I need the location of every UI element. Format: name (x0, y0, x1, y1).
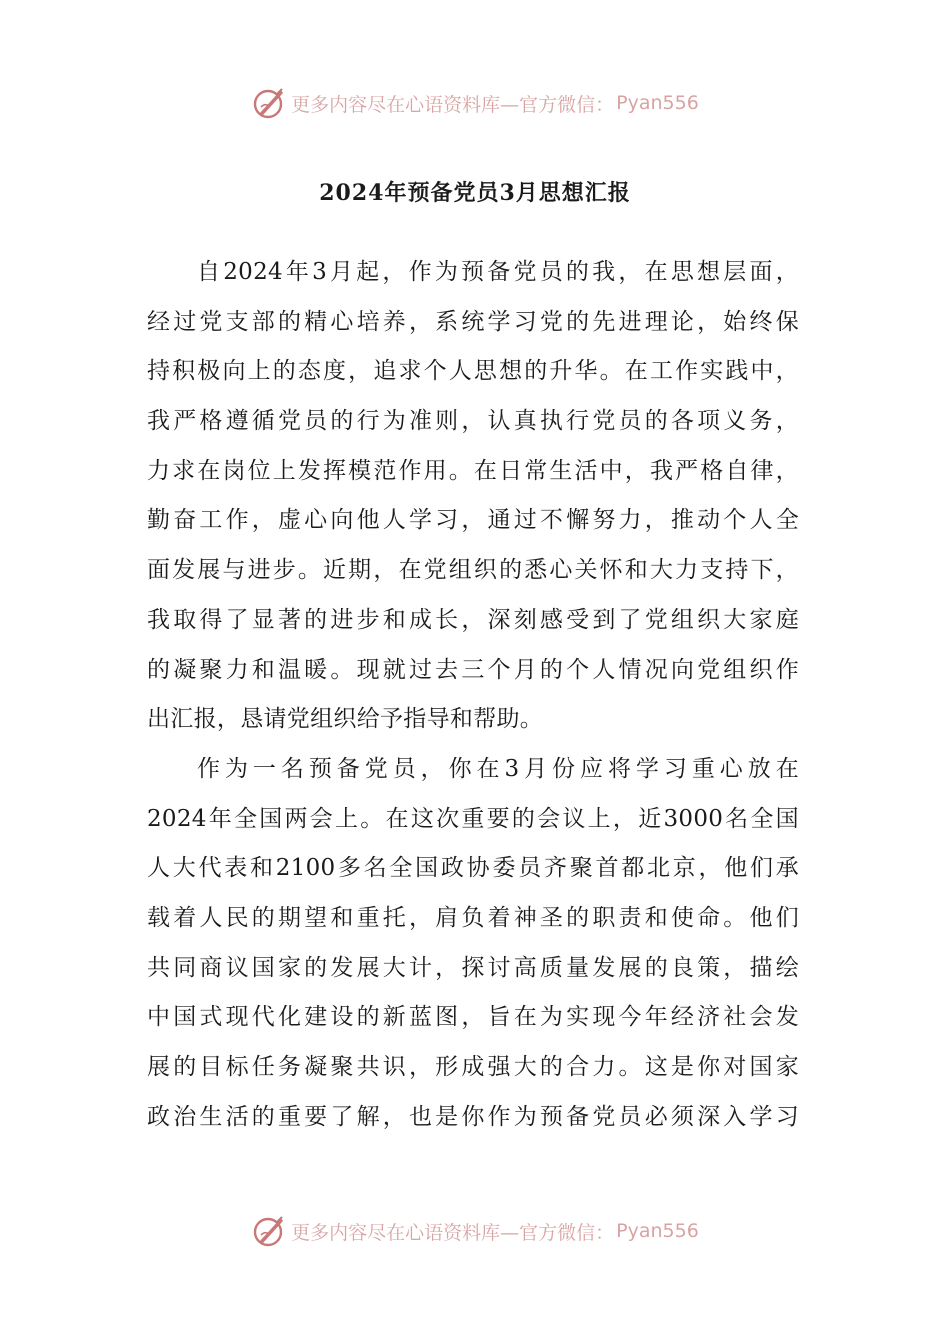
body-line: 出汇报，恳请党组织给予指导和帮助。 (147, 706, 544, 733)
body-line: 政治生活的重要了解，也是你作为预备党员必须深入学习 (147, 1103, 799, 1130)
header-watermark (0, 83, 950, 123)
body-line: 我严格遵循党员的行为准则，认真执行党员的各项义务， (147, 408, 799, 435)
watermark-text: 更多内容尽在心语资料库—官方微信： (291, 1221, 615, 1244)
body-line: 勤奋工作，虚心向他人学习，通过不懈努力，推动个人全 (147, 507, 799, 534)
body-line: 我取得了显著的进步和成长，深刻感受到了党组织大家庭 (147, 606, 799, 633)
body-line: 面发展与进步。近期，在党组织的悉心关怀和大力支持下， (147, 557, 799, 584)
body-line: 共同商议国家的发展大计，探讨高质量发展的良策，描绘 (147, 954, 799, 981)
watermark-wechat-id: Pyan556 (616, 92, 699, 114)
body-line: 人大代表和2100多名全国政协委员齐聚首都北京，他们承 (147, 855, 799, 882)
body-line: 的凝聚力和温暖。现就过去三个月的个人情况向党组织作 (147, 656, 799, 683)
body-line: 自2024年3月起，作为预备党员的我，在思想层面， (197, 259, 799, 285)
body-line: 展的目标任务凝聚共识，形成强大的合力。这是你对国家 (147, 1054, 799, 1080)
watermark-text: 更多内容尽在心语资料库—官方微信： (291, 93, 615, 116)
body-line: 中国式现代化建设的新蓝图，旨在为实现今年经济社会发 (147, 1004, 799, 1031)
document-body (147, 248, 799, 1142)
body-line: 持积极向上的态度，追求个人思想的升华。在工作实践中， (147, 358, 799, 385)
body-line: 经过党支部的精心培养，系统学习党的先进理论，始终保 (147, 308, 799, 335)
body-line: 力求在岗位上发挥模范作用。在日常生活中，我严格自律， (147, 457, 799, 484)
quill-logo-icon (251, 1213, 287, 1249)
document-title: 2024年预备党员3月思想汇报 (319, 180, 631, 206)
quill-logo-icon (251, 85, 287, 121)
watermark-wechat-id: Pyan556 (616, 1220, 699, 1242)
body-line: 作为一名预备党员，你在3月份应将学习重心放在 (197, 755, 799, 782)
footer-watermark (0, 1211, 950, 1251)
body-line: 2024年全国两会上。在这次重要的会议上，近3000名全国 (147, 805, 799, 832)
body-line: 载着人民的期望和重托，肩负着神圣的职责和使命。他们 (147, 904, 799, 931)
